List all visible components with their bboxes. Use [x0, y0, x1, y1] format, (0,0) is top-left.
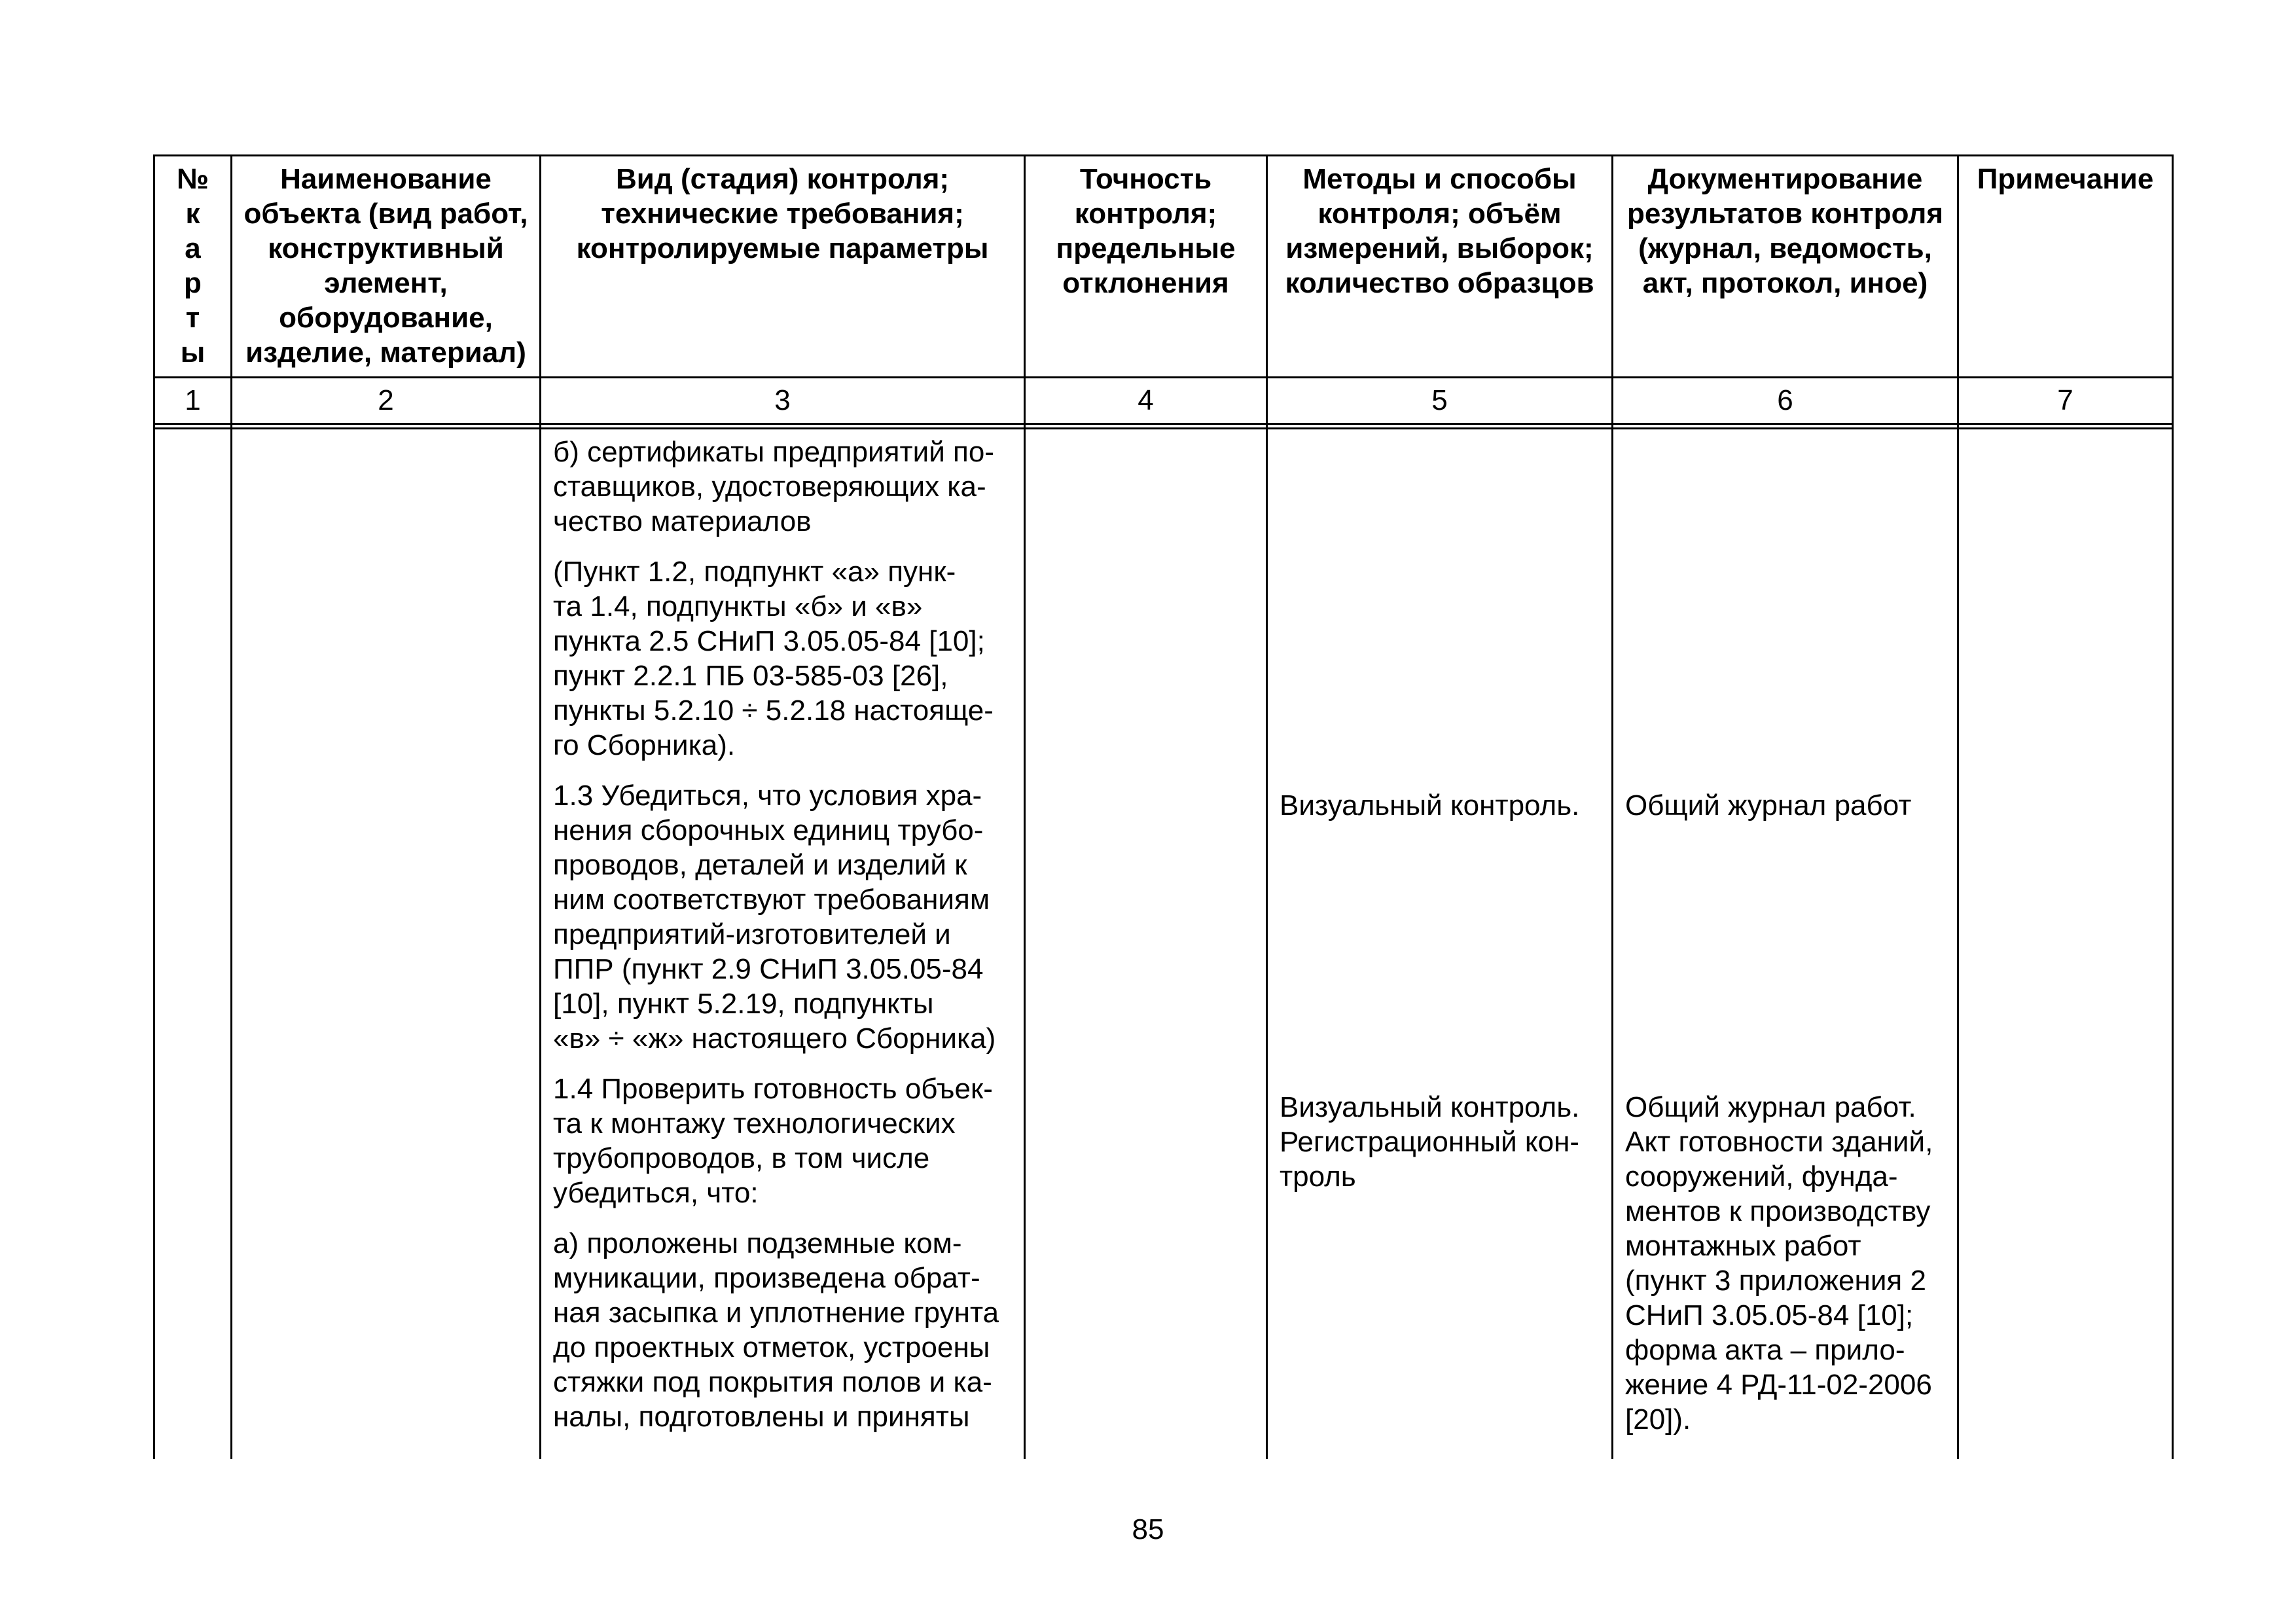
control-table-grid	[153, 154, 2174, 1459]
text-line: Общий журнал работ.	[1625, 1091, 1916, 1123]
methods-block-2	[1280, 1090, 1579, 1194]
column-number-row	[154, 378, 2173, 424]
text-line: монтажных работ	[1625, 1230, 1861, 1262]
header-line: предельные	[1056, 232, 1236, 264]
paragraph	[553, 1226, 1018, 1434]
header-line: объекта (вид работ,	[243, 198, 528, 230]
text-line: го Сборника).	[553, 729, 736, 761]
header-line: изделие, материал)	[245, 336, 526, 369]
header-line: контролируемые параметры	[576, 232, 989, 264]
text-line: чество материалов	[553, 505, 812, 537]
cell-documentation	[1613, 429, 1958, 1460]
cell-object-name	[232, 429, 541, 1460]
text-line: жение 4 РД-11-02-2006	[1625, 1369, 1932, 1401]
text-line: убедиться, что:	[553, 1177, 759, 1209]
text-line: СНиП 3.05.05-84 [10];	[1625, 1299, 1914, 1331]
text-line: Визуальный контроль.	[1280, 789, 1580, 821]
column-number: 1	[154, 378, 232, 424]
header-line: т	[185, 302, 200, 334]
paragraph	[553, 554, 1018, 763]
text-line: ППР (пункт 2.9 СНиП 3.05.05-84	[553, 953, 984, 985]
column-number: 2	[232, 378, 541, 424]
header-line: к	[185, 198, 200, 230]
column-number: 3	[541, 378, 1025, 424]
paragraph	[553, 778, 1018, 1056]
text-line: (пункт 3 приложения 2	[1625, 1265, 1926, 1297]
text-line: трубопроводов, в том числе	[553, 1142, 930, 1174]
header-line: контроля;	[1074, 198, 1217, 230]
text-line: б) сертификаты предприятий по-	[553, 436, 994, 468]
header-documentation	[1613, 156, 1958, 378]
page-number: 85	[1132, 1513, 1164, 1545]
text-line: Визуальный контроль.	[1280, 1091, 1580, 1123]
header-line: Документирование	[1647, 163, 1923, 195]
header-methods	[1267, 156, 1613, 378]
text-line: муникации, произведена обрат-	[553, 1262, 980, 1294]
header-accuracy	[1025, 156, 1267, 378]
header-line: элемент,	[324, 267, 448, 299]
header-line: оборудование,	[279, 302, 493, 334]
header-line: отклонения	[1062, 267, 1229, 299]
text-line: проводов, деталей и изделий к	[553, 849, 967, 881]
header-line: количество образцов	[1285, 267, 1594, 299]
cell-control-type	[541, 429, 1025, 1460]
cell-card-number	[154, 429, 232, 1460]
text-line: форма акта – прило-	[1625, 1334, 1905, 1366]
header-line: а	[185, 232, 201, 264]
text-line: 1.4 Проверить готовность объек-	[553, 1073, 993, 1105]
text-line: пункта 2.5 СНиП 3.05.05-84 [10];	[553, 625, 985, 657]
header-note	[1958, 156, 2173, 378]
text-line: стяжки под покрытия полов и ка-	[553, 1366, 992, 1398]
header-line: (журнал, ведомость,	[1638, 232, 1932, 264]
header-card-number	[154, 156, 232, 378]
paragraph	[553, 435, 1018, 539]
text-line: нения сборочных единиц трубо-	[553, 814, 984, 846]
text-line: та к монтажу технологических	[553, 1108, 956, 1140]
header-control-type	[541, 156, 1025, 378]
text-line: до проектных отметок, устроены	[553, 1331, 990, 1363]
header-line: Методы и способы	[1302, 163, 1577, 195]
text-line: (Пункт 1.2, подпункт «а» пунк-	[553, 556, 956, 588]
header-line: Наименование	[280, 163, 492, 195]
text-line: ставщиков, удостоверяющих ка-	[553, 471, 986, 503]
text-line: а) проложены подземные ком-	[553, 1227, 962, 1259]
control-table	[153, 154, 2172, 1459]
header-line: Примечание	[1977, 163, 2154, 195]
methods-block-1	[1280, 788, 1579, 823]
text-line: сооружений, фунда-	[1625, 1161, 1898, 1193]
text-line: пункт 2.2.1 ПБ 03-585-03 [26],	[553, 660, 948, 692]
text-line: троль	[1280, 1161, 1356, 1193]
cell-accuracy	[1025, 429, 1267, 1460]
header-line: акт, протокол, иное)	[1642, 267, 1928, 299]
text-line: пункты 5.2.10 ÷ 5.2.18 настояще-	[553, 695, 994, 727]
text-line: налы, подготовлены и приняты	[553, 1401, 970, 1433]
header-line: технические требования;	[601, 198, 964, 230]
column-number: 4	[1025, 378, 1267, 424]
text-line: 1.3 Убедиться, что условия хра-	[553, 780, 982, 812]
text-line: «в» ÷ «ж» настоящего Сборника)	[553, 1022, 996, 1055]
cell-note	[1958, 429, 2173, 1460]
documentation-block-1	[1625, 788, 1911, 823]
text-line: ментов к производству	[1625, 1195, 1931, 1227]
header-line: ы	[180, 336, 206, 369]
header-line: Вид (стадия) контроля;	[615, 163, 950, 195]
column-number: 6	[1613, 378, 1958, 424]
header-line: измерений, выборок;	[1285, 232, 1594, 264]
column-number: 5	[1267, 378, 1613, 424]
text-line: предприятий-изготовителей и	[553, 918, 951, 950]
double-rule	[154, 424, 2173, 429]
text-line: [10], пункт 5.2.19, подпункты	[553, 988, 934, 1020]
header-line: Точность	[1079, 163, 1212, 195]
cell-methods	[1267, 429, 1613, 1460]
header-line: р	[184, 267, 202, 299]
header-line: результатов контроля	[1626, 198, 1943, 230]
header-line: конструктивный	[268, 232, 504, 264]
text-line: Регистрационный кон-	[1280, 1126, 1580, 1158]
header-line: контроля; объём	[1318, 198, 1562, 230]
header-line: №	[176, 163, 209, 195]
text-line: ним соответствуют требованиям	[553, 884, 990, 916]
text-line: [20]).	[1625, 1403, 1691, 1435]
text-line: ная засыпка и уплотнение грунта	[553, 1297, 999, 1329]
table-row	[154, 429, 2173, 1460]
documentation-block-2	[1625, 1090, 1933, 1437]
paragraph	[553, 1072, 1018, 1210]
header-object-name	[232, 156, 541, 378]
text-line: Акт готовности зданий,	[1625, 1126, 1933, 1158]
text-line: Общий журнал работ	[1625, 789, 1912, 821]
column-number: 7	[1958, 378, 2173, 424]
text-line: та 1.4, подпункты «б» и «в»	[553, 590, 923, 623]
header-row	[154, 156, 2173, 378]
